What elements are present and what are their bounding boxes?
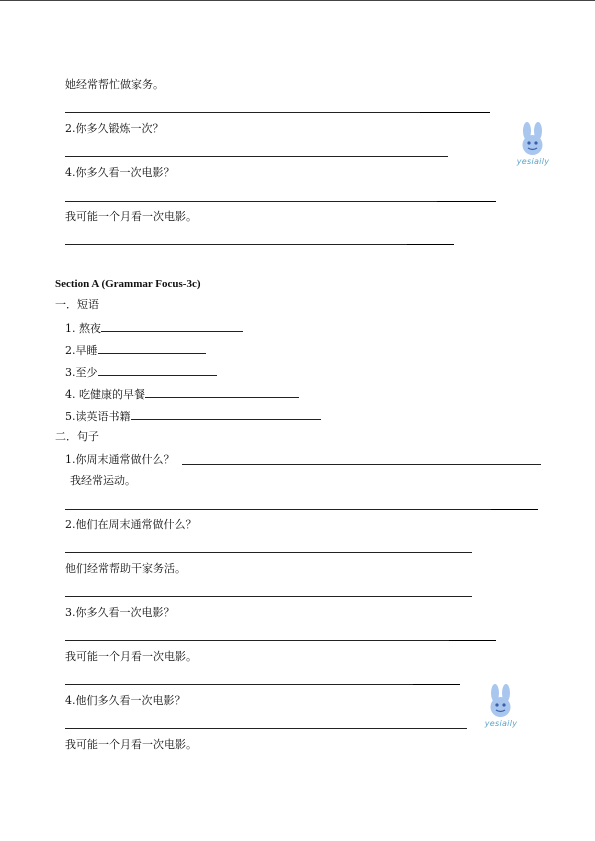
phrase-item: 3.至少: [65, 364, 217, 380]
answer-line-end: [413, 684, 460, 685]
answer-line[interactable]: [182, 464, 541, 465]
phrase-blank[interactable]: [98, 342, 206, 354]
answer-line-end: [437, 201, 496, 202]
answer-line-end: [491, 509, 538, 510]
phrase-blank[interactable]: [131, 408, 321, 420]
answer-movie: 我可能一个月看一次电影。: [65, 650, 197, 663]
question-they-weekend: 2.他们在周末通常做什么？: [65, 518, 197, 531]
question-weekend: 1.你周末通常做什么？: [65, 453, 175, 466]
answer-housework: 他们经常帮助干家务活。: [65, 562, 186, 575]
answer-line[interactable]: [65, 728, 467, 729]
top-border-rule: [0, 0, 595, 1]
section-title: Section A (Grammar Focus-3c): [55, 278, 201, 290]
bunny-logo-icon: [478, 684, 524, 718]
phrase-item: 2.早睡: [65, 342, 206, 358]
phrase-item: 4. 吃健康的早餐: [65, 386, 299, 402]
phrase-item: 5.读英语书籍: [65, 408, 321, 424]
logo-wordmark: yesiaily: [516, 157, 550, 166]
bunny-logo-icon: [510, 122, 556, 156]
part-sentences-label: 二．句子: [55, 430, 99, 443]
answer-line[interactable]: [65, 596, 472, 597]
answer-line-end: [407, 244, 454, 245]
answer-line[interactable]: [65, 156, 448, 157]
phrase-blank[interactable]: [98, 364, 217, 376]
answer-movie: 我可能一个月看一次电影。: [65, 210, 197, 223]
answer-line[interactable]: [65, 552, 472, 553]
phrase-blank[interactable]: [145, 386, 299, 398]
answer-line[interactable]: [65, 684, 413, 685]
logo-wordmark: yesiaily: [484, 719, 518, 728]
answer-line[interactable]: [65, 201, 437, 202]
answer-exercise: 我经常运动。: [70, 474, 136, 487]
question-movie: 4.你多久看一次电影？: [65, 166, 175, 179]
phrase-item: 1. 熬夜: [65, 320, 243, 336]
question-movie: 3.你多久看一次电影？: [65, 606, 175, 619]
question-exercise: 2.你多久锻炼一次？: [65, 122, 164, 135]
answer-line[interactable]: [65, 509, 491, 510]
phrase-blank[interactable]: [101, 320, 243, 332]
bunny-logo: [510, 122, 556, 166]
answer-line-end: [420, 112, 490, 113]
answer-line[interactable]: [65, 640, 449, 641]
answer-line[interactable]: [65, 244, 407, 245]
sentence-she-helps: 她经常帮忙做家务。: [65, 78, 164, 91]
bunny-logo: [478, 684, 524, 728]
part-phrases-label: 一．短语: [55, 298, 99, 311]
answer-line-end: [449, 640, 496, 641]
answer-movie: 我可能一个月看一次电影。: [65, 738, 197, 751]
answer-line[interactable]: [65, 112, 420, 113]
question-they-movie: 4.他们多久看一次电影？: [65, 694, 186, 707]
